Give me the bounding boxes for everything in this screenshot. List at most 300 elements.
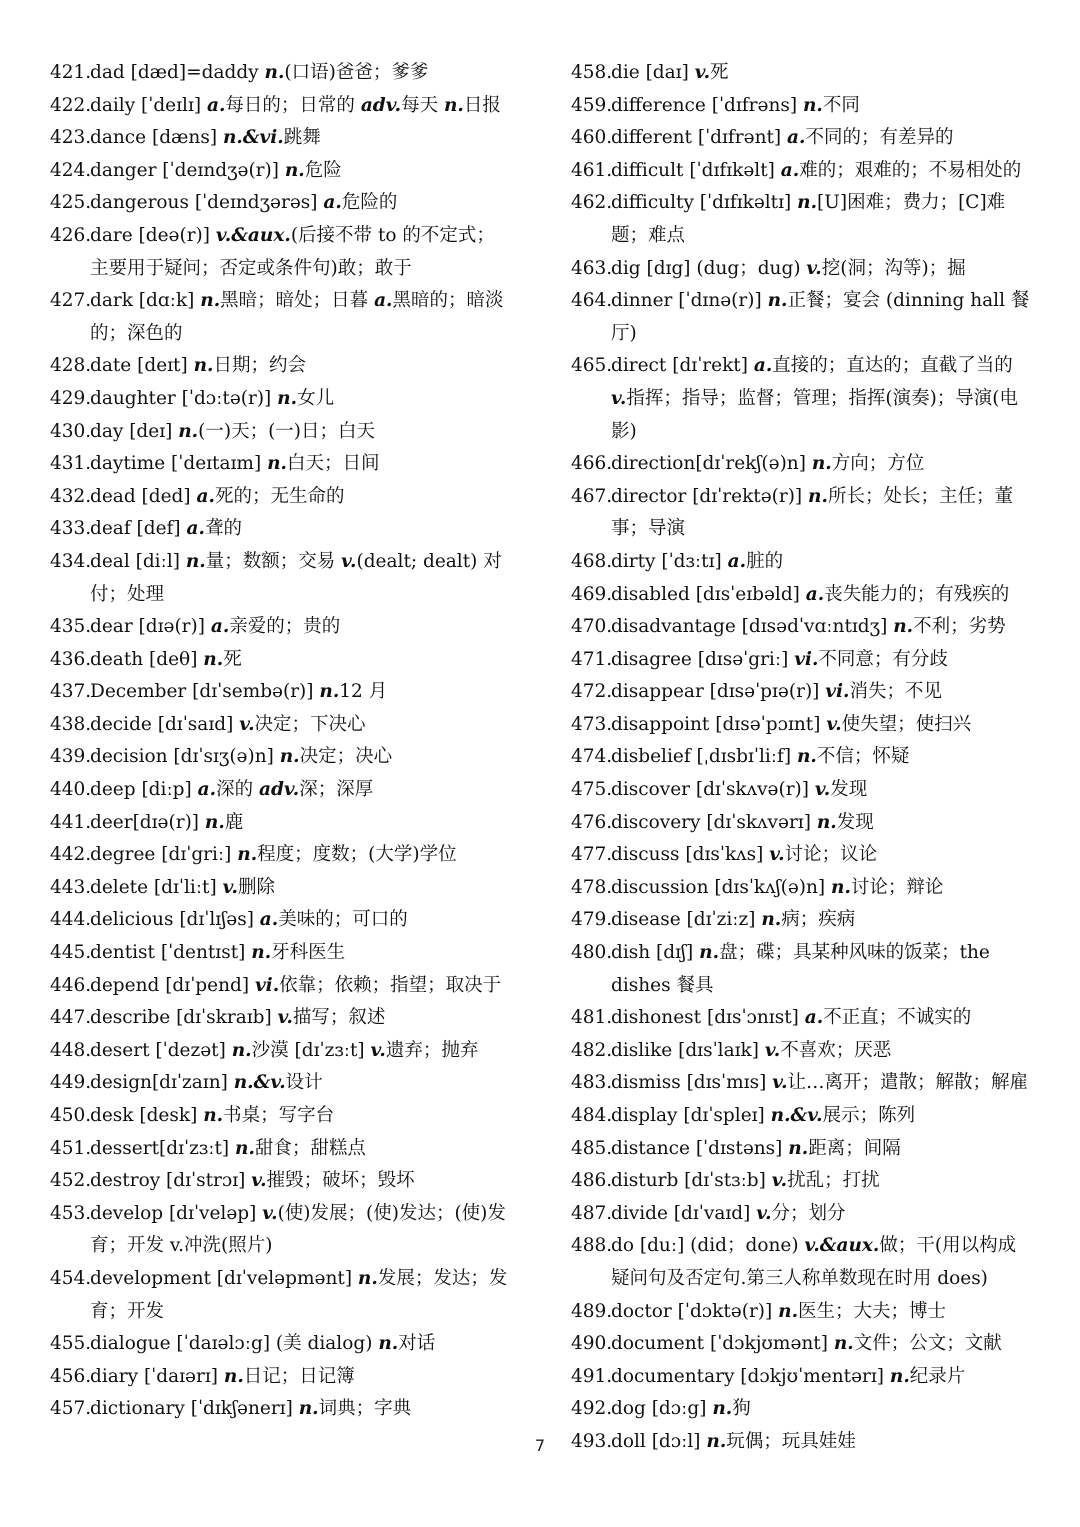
entry-text: 所长；处长；主任；董事；导演 xyxy=(611,485,1013,540)
entry-text: die [daɪ] xyxy=(611,62,695,83)
entry-text: 做；干(用以构成疑问句及否定句.第三人称单数现在时用 does) xyxy=(611,1235,1017,1289)
entry-text: do [duː] (did；done) xyxy=(611,1235,805,1257)
part-of-speech: n. xyxy=(802,94,823,116)
entry-text: disappear [dɪsəˈpɪə(r)] xyxy=(611,681,826,703)
entry-text: director [dɪˈrektə(r)] xyxy=(611,485,809,507)
part-of-speech: n. xyxy=(357,1267,378,1289)
entry-text: 决定；下决心 xyxy=(254,713,366,735)
vocab-entry xyxy=(50,1165,512,1198)
right-column xyxy=(571,57,1033,1459)
entry-text: 死的；无生命的 xyxy=(214,485,345,507)
vocab-entry xyxy=(571,579,1033,612)
vocab-entry xyxy=(571,253,1033,286)
entry-text: dialogue [ˈdaɪəlɔːg] (美 dialog) xyxy=(90,1333,379,1355)
vocab-entry xyxy=(571,1165,1033,1198)
entry-text: 不同意；有分歧 xyxy=(818,648,948,670)
entry-text: dessert[dɪˈzɜːt] xyxy=(90,1137,235,1159)
part-of-speech: n. xyxy=(193,355,214,377)
entry-number: 469. xyxy=(571,583,613,605)
entry-text: dance [dæns] xyxy=(90,127,223,149)
entry-text: 展示；陈列 xyxy=(822,1105,916,1126)
vocab-entry xyxy=(50,774,512,807)
part-of-speech: v. xyxy=(341,550,357,572)
vocab-entry xyxy=(50,709,512,742)
entry-text: (dealt; dealt) 对付；处理 xyxy=(90,550,502,605)
vocab-entry xyxy=(50,741,512,774)
part-of-speech: n. xyxy=(319,681,340,703)
vocab-entry xyxy=(50,1263,512,1328)
entry-text: dad [dæd]=daddy xyxy=(90,62,265,83)
entry-text: 不利；劣势 xyxy=(913,616,1006,638)
entry-text: 甜食；甜糕点 xyxy=(254,1137,366,1159)
entry-text: 跳舞 xyxy=(283,127,321,149)
part-of-speech: n. xyxy=(797,192,818,214)
entry-number: 460. xyxy=(571,127,613,149)
entry-number: 443. xyxy=(50,876,92,898)
entry-number: 447. xyxy=(50,1007,92,1029)
vocab-entry xyxy=(50,220,512,285)
page-number: 7 xyxy=(534,1436,546,1455)
entry-number: 489. xyxy=(571,1300,613,1322)
vocab-entry xyxy=(571,155,1033,188)
entry-text: 女儿 xyxy=(297,387,335,409)
part-of-speech: n. xyxy=(831,876,851,898)
entry-number: 448. xyxy=(50,1039,92,1061)
entry-text: 讨论；议论 xyxy=(784,844,878,866)
entry-number: 427. xyxy=(50,290,92,312)
entry-number: 481. xyxy=(571,1007,613,1029)
vocab-entry xyxy=(50,1067,512,1100)
entry-number: 441. xyxy=(50,811,92,833)
entry-text: development [dɪˈveləpmənt] xyxy=(90,1267,358,1289)
entry-number: 490. xyxy=(571,1333,613,1355)
entry-text: depend [dɪˈpend] xyxy=(90,974,255,996)
vocab-entry xyxy=(50,644,512,677)
entry-text: discovery [dɪˈskʌvərɪ] xyxy=(611,811,817,833)
entry-number: 422. xyxy=(50,94,92,116)
part-of-speech: n. xyxy=(298,1398,319,1420)
entry-number: 475. xyxy=(571,779,613,801)
entry-number: 426. xyxy=(50,224,92,246)
entry-text: disabled [dɪsˈeɪbəld] xyxy=(611,583,806,605)
entry-number: 424. xyxy=(50,159,92,181)
entry-text: deal [diːl] xyxy=(90,550,186,572)
entry-text: December [dɪˈsembə(r)] xyxy=(90,681,320,703)
entry-text: discuss [dɪsˈkʌs] xyxy=(611,844,770,866)
part-of-speech: n. xyxy=(443,94,464,116)
entry-text: 扰乱；打扰 xyxy=(787,1170,880,1192)
part-of-speech: a. xyxy=(804,1007,824,1029)
entry-text: divide [dɪˈvaɪd] xyxy=(611,1202,757,1224)
entry-text: disturb [dɪˈstɜːb] xyxy=(611,1170,772,1192)
entry-text: 不同 xyxy=(822,94,860,116)
entry-text: delete [dɪˈliːt] xyxy=(90,876,223,898)
entry-text: 日记；日记簿 xyxy=(243,1365,355,1387)
entry-text: 脏的 xyxy=(746,550,784,572)
entry-text: direct [dɪˈrekt] xyxy=(611,355,754,377)
part-of-speech: n. xyxy=(277,387,298,409)
part-of-speech: v. xyxy=(611,387,627,409)
entry-text: [U]困难；费力；[C]难题；难点 xyxy=(611,192,1006,246)
entry-text: desert [ˈdezət] xyxy=(90,1039,232,1061)
entry-number: 491. xyxy=(571,1365,613,1387)
entry-number: 456. xyxy=(50,1365,92,1387)
entry-text: dentist [ˈdentɪst] xyxy=(90,942,252,964)
entry-text: daily [ˈdeɪlɪ] xyxy=(90,94,207,116)
part-of-speech: v.&aux. xyxy=(804,1235,880,1257)
vocab-entry xyxy=(571,774,1033,807)
vocab-entry xyxy=(50,872,512,905)
entry-number: 476. xyxy=(571,811,613,833)
part-of-speech: adv. xyxy=(360,94,402,116)
entry-text: 使失望；使扫兴 xyxy=(841,713,972,735)
vocab-entry xyxy=(571,709,1033,742)
part-of-speech: vi. xyxy=(825,681,850,703)
vocab-entry xyxy=(50,383,512,416)
entry-text: daughter [ˈdɔːtə(r)] xyxy=(90,387,278,409)
entry-number: 461. xyxy=(571,159,613,181)
entry-text: 美味的；可口的 xyxy=(278,909,408,931)
entry-text: 亲爱的；贵的 xyxy=(229,616,341,638)
entry-text: decision [dɪˈsɪʒ(ə)n] xyxy=(90,746,280,768)
vocab-entry xyxy=(571,1100,1033,1133)
entry-text: 分；划分 xyxy=(771,1202,846,1224)
entry-text: dismiss [dɪsˈmɪs] xyxy=(611,1072,773,1094)
entry-text: 直接的；直达的；直截了当的 xyxy=(772,355,1013,377)
entry-number: 450. xyxy=(50,1105,92,1126)
entry-text: 黑暗的；暗淡的；深色的 xyxy=(90,290,504,344)
part-of-speech: v.&aux. xyxy=(215,224,291,246)
part-of-speech: n. xyxy=(267,453,287,475)
entry-text: 盘；碟；具某种风味的饭菜；the dishes 餐具 xyxy=(611,942,990,996)
entry-text: dish [dɪʃ] xyxy=(611,942,700,964)
entry-text: documentary [dɔkjʊˈmentərɪ] xyxy=(611,1365,890,1387)
part-of-speech: adv. xyxy=(258,779,300,801)
part-of-speech: n. xyxy=(231,1039,252,1061)
entry-text: degree [dɪˈgriː] xyxy=(90,844,238,866)
entry-text: 词典；字典 xyxy=(318,1398,412,1420)
part-of-speech: vi. xyxy=(254,974,280,996)
entry-text: 病；疾病 xyxy=(781,909,856,931)
entry-text: 正餐；宴会 (dinning hall 餐厅) xyxy=(611,290,1030,344)
vocab-entry xyxy=(571,1035,1033,1068)
part-of-speech: v. xyxy=(277,1007,293,1029)
entry-number: 472. xyxy=(571,681,613,703)
vocab-entry xyxy=(50,839,512,872)
vocab-entry xyxy=(50,57,512,90)
entry-number: 484. xyxy=(571,1105,613,1126)
entry-text: 白天；日间 xyxy=(286,453,380,475)
part-of-speech: n. xyxy=(833,1333,854,1355)
entry-text: 设计 xyxy=(285,1072,323,1094)
entry-number: 465. xyxy=(571,355,613,377)
entry-text: disadvantage [dɪsədˈvɑːntɪdʒ] xyxy=(611,616,894,638)
part-of-speech: v. xyxy=(769,844,785,866)
entry-number: 482. xyxy=(571,1039,613,1061)
vocab-entry xyxy=(50,611,512,644)
entry-text: 死 xyxy=(223,648,242,670)
entry-text: disagree [dɪsəˈgriː] xyxy=(611,648,795,670)
entry-text: 难的；艰难的；不易相处的 xyxy=(799,159,1022,181)
part-of-speech: a. xyxy=(374,290,393,312)
entry-text: (口语)爸爸；爹爹 xyxy=(284,62,429,83)
vocab-entry xyxy=(571,1067,1033,1100)
entry-text: discover [dɪˈskʌvə(r)] xyxy=(611,779,815,801)
vocab-entry xyxy=(571,1361,1033,1394)
entry-text: discussion [dɪsˈkʌʃ(ə)n] xyxy=(611,876,832,898)
entry-text: 日期；约会 xyxy=(213,355,307,377)
entry-text: 不喜欢；厌恶 xyxy=(780,1039,892,1061)
entry-number: 463. xyxy=(571,257,613,279)
entry-number: 455. xyxy=(50,1333,92,1355)
part-of-speech: n. xyxy=(235,1137,255,1159)
vocab-entry xyxy=(571,937,1033,1002)
entry-text: design[dɪˈzaɪn] xyxy=(90,1072,234,1094)
entry-text: 每日的；日常的 xyxy=(225,94,361,116)
entry-number: 457. xyxy=(50,1398,92,1420)
part-of-speech: a. xyxy=(197,779,217,801)
part-of-speech: n. xyxy=(796,746,817,768)
entry-text: document [ˈdɔkjʊmənt] xyxy=(611,1333,834,1355)
entry-text: 方向；方位 xyxy=(831,453,925,475)
entry-text: dig [dɪg] (dug；dug) xyxy=(611,257,807,279)
part-of-speech: a. xyxy=(210,616,230,638)
part-of-speech: n. xyxy=(279,746,300,768)
vocab-entry xyxy=(50,448,512,481)
entry-number: 445. xyxy=(50,942,92,964)
entry-text: difficulty [ˈdɪfɪkəltɪ] xyxy=(611,192,798,214)
vocab-entry xyxy=(50,1035,512,1068)
entry-text: 讨论；辩论 xyxy=(850,876,944,898)
vocab-entry xyxy=(50,90,512,123)
vocab-entry xyxy=(50,546,512,611)
entry-text: 黑暗；暗处；日暮 xyxy=(220,290,375,312)
entry-text: danger [ˈdeɪndʒə(r)] xyxy=(90,159,285,181)
entry-text: deaf [def] xyxy=(90,518,187,540)
part-of-speech: a. xyxy=(780,159,800,181)
part-of-speech: v. xyxy=(826,713,842,735)
entry-number: 480. xyxy=(571,942,613,964)
part-of-speech: n. xyxy=(251,942,272,964)
part-of-speech: a. xyxy=(323,192,342,214)
entry-number: 479. xyxy=(571,909,613,931)
vocab-entry xyxy=(50,1100,512,1133)
entry-number: 449. xyxy=(50,1072,92,1094)
entry-text: 12 月 xyxy=(339,681,388,703)
vocab-entry xyxy=(50,1002,512,1035)
entry-number: 487. xyxy=(571,1202,613,1224)
vocab-entry xyxy=(50,1328,512,1361)
entry-text: 玩偶；玩具娃娃 xyxy=(726,1430,856,1452)
vocab-entry xyxy=(50,970,512,1003)
entry-text: 量；数额；交易 xyxy=(205,550,342,572)
vocab-entry xyxy=(50,1133,512,1166)
part-of-speech: n.&v. xyxy=(233,1072,286,1094)
entry-number: 493. xyxy=(571,1430,613,1452)
vocab-entry xyxy=(50,187,512,220)
entry-text: 发现 xyxy=(836,811,874,833)
part-of-speech: n. xyxy=(200,290,221,312)
entry-text: date [deɪt] xyxy=(90,355,194,377)
part-of-speech: n. xyxy=(811,453,832,475)
entry-text: difficult [ˈdɪfɪkəlt] xyxy=(611,159,781,181)
part-of-speech: n. xyxy=(185,550,206,572)
entry-number: 439. xyxy=(50,746,92,768)
entry-text: 纪录片 xyxy=(909,1365,966,1387)
entry-text: dangerous [ˈdeɪndʒərəs] xyxy=(90,192,324,214)
entry-text: 危险 xyxy=(304,159,342,181)
entry-number: 423. xyxy=(50,127,92,149)
entry-text: 让…离开；遣散；解散；解雇 xyxy=(787,1072,1029,1094)
vocab-entry xyxy=(50,676,512,709)
vocab-entry xyxy=(50,122,512,155)
vocab-entry xyxy=(571,741,1033,774)
entry-text: distance [ˈdɪstəns] xyxy=(611,1137,789,1159)
part-of-speech: v. xyxy=(756,1202,772,1224)
entry-text: death [deθ] xyxy=(90,648,204,670)
entry-text: difference [ˈdɪfrəns] xyxy=(611,94,803,116)
part-of-speech: n. xyxy=(178,420,199,442)
entry-number: 446. xyxy=(50,974,92,996)
entry-text: dinner [ˈdɪnə(r)] xyxy=(611,290,768,312)
vocab-entry xyxy=(571,448,1033,481)
entry-text: 决定；决心 xyxy=(299,746,393,768)
entry-text: 遗弃；抛弃 xyxy=(385,1039,479,1061)
entry-number: 485. xyxy=(571,1137,613,1159)
entry-text: doctor [ˈdɔktə(r)] xyxy=(611,1300,779,1322)
part-of-speech: v. xyxy=(694,62,711,83)
part-of-speech: n. xyxy=(284,159,305,181)
part-of-speech: n. xyxy=(761,909,782,931)
part-of-speech: v. xyxy=(772,1072,788,1094)
entry-number: 467. xyxy=(571,485,613,507)
entry-number: 466. xyxy=(571,453,613,475)
entry-text: different [ˈdɪfrənt] xyxy=(611,127,788,149)
entry-text: dishonest [dɪsˈɔnɪst] xyxy=(611,1007,805,1029)
entry-number: 464. xyxy=(571,290,613,312)
entry-text: desk [desk] xyxy=(90,1105,204,1126)
part-of-speech: a. xyxy=(787,127,806,149)
entry-number: 453. xyxy=(50,1202,92,1224)
part-of-speech: a. xyxy=(753,355,773,377)
vocab-entry xyxy=(50,416,512,449)
entry-text: 不同的；有差异的 xyxy=(805,127,954,149)
entry-text: dare [deə(r)] xyxy=(90,224,216,246)
entry-text: dark [dɑːk] xyxy=(90,290,201,312)
entry-number: 440. xyxy=(50,779,92,801)
part-of-speech: v. xyxy=(806,257,822,279)
entry-text: 依靠；依赖；指望；取决于 xyxy=(279,974,502,996)
entry-text: 丧失能力的；有残疾的 xyxy=(824,583,1010,605)
entry-text: deep [diːp] xyxy=(90,779,198,801)
vocab-entry xyxy=(571,676,1033,709)
vocab-entry xyxy=(571,1296,1033,1329)
entry-text: 不正直；不诚实的 xyxy=(823,1007,972,1029)
entry-text: 沙漠 [dɪˈzɜːt] xyxy=(251,1039,371,1061)
entry-text: doll [dɔːl] xyxy=(611,1430,707,1452)
part-of-speech: a. xyxy=(186,518,205,540)
entry-text: 指挥；指导；监督；管理；指挥(演奏)；导演(电影) xyxy=(611,387,1018,442)
entry-number: 470. xyxy=(571,616,613,638)
entry-number: 486. xyxy=(571,1170,613,1192)
vocab-entry xyxy=(50,1198,512,1263)
part-of-speech: n. xyxy=(378,1333,399,1355)
part-of-speech: v. xyxy=(222,876,238,898)
entry-text: develop [dɪˈveləp] xyxy=(90,1202,263,1224)
entry-text: deer[dɪə(r)] xyxy=(90,811,205,833)
vocab-entry xyxy=(571,807,1033,840)
vocab-entry xyxy=(50,1361,512,1394)
entry-number: 473. xyxy=(571,713,613,735)
entry-text: display [dɪˈspleɪ] xyxy=(611,1105,771,1126)
entry-text: 文件；公文；文献 xyxy=(853,1333,1002,1355)
entry-number: 471. xyxy=(571,648,613,670)
entry-text: 程度；度数；(大学)学位 xyxy=(257,844,457,866)
part-of-speech: v. xyxy=(239,713,255,735)
entry-text: 医生；大夫；博士 xyxy=(798,1300,947,1322)
part-of-speech: n. xyxy=(237,844,258,866)
vocab-entry xyxy=(571,57,1033,90)
entry-text: 死 xyxy=(710,62,729,83)
vocab-entry xyxy=(571,644,1033,677)
vocab-entry xyxy=(571,904,1033,937)
part-of-speech: v. xyxy=(262,1202,278,1224)
entry-number: 421. xyxy=(50,62,92,83)
entry-number: 474. xyxy=(571,746,613,768)
part-of-speech: a. xyxy=(727,550,747,572)
entry-text: dead [ded] xyxy=(90,485,197,507)
entry-text: dear [dɪə(r)] xyxy=(90,616,211,638)
entry-number: 434. xyxy=(50,550,92,572)
entry-text: 书桌；写字台 xyxy=(223,1105,335,1126)
entry-text: (后接不带 to 的不定式；主要用于疑问；否定或条件句)敢；敢于 xyxy=(90,224,495,279)
entry-text: daytime [ˈdeɪtaɪm] xyxy=(90,453,268,475)
entry-number: 477. xyxy=(571,844,613,866)
entry-number: 468. xyxy=(571,550,613,572)
part-of-speech: a. xyxy=(805,583,825,605)
entry-number: 430. xyxy=(50,420,92,442)
vocab-entry xyxy=(571,350,1033,448)
entry-number: 483. xyxy=(571,1072,613,1094)
entry-number: 431. xyxy=(50,453,92,475)
entry-text: 深的 xyxy=(216,779,259,801)
entry-text: decide [dɪˈsaɪd] xyxy=(90,713,240,735)
entry-text: 发展；发达；发育；开发 xyxy=(90,1267,508,1322)
part-of-speech: n. xyxy=(223,1365,244,1387)
vocab-entry xyxy=(571,285,1033,350)
part-of-speech: n. xyxy=(706,1430,727,1452)
entry-text: 危险的 xyxy=(341,192,398,214)
entry-number: 454. xyxy=(50,1267,92,1289)
vocab-entry xyxy=(571,187,1033,252)
entry-text: 每天 xyxy=(401,94,444,116)
entry-text: disease [dɪˈziːz] xyxy=(611,909,762,931)
entry-text: 删除 xyxy=(237,876,275,898)
entry-number: 488. xyxy=(571,1235,613,1257)
vocab-entry xyxy=(50,285,512,350)
entry-number: 428. xyxy=(50,355,92,377)
part-of-speech: n. xyxy=(699,942,720,964)
entry-text: 挖(洞；沟等)；掘 xyxy=(821,257,966,279)
part-of-speech: n. xyxy=(889,1365,910,1387)
part-of-speech: n. xyxy=(808,485,828,507)
entry-text: describe [dɪˈskraɪb] xyxy=(90,1007,278,1029)
entry-number: 432. xyxy=(50,485,92,507)
vocab-entry xyxy=(50,350,512,383)
entry-text: delicious [dɪˈlɪʃəs] xyxy=(90,909,260,931)
part-of-speech: a. xyxy=(196,485,215,507)
vocab-entry xyxy=(571,546,1033,579)
